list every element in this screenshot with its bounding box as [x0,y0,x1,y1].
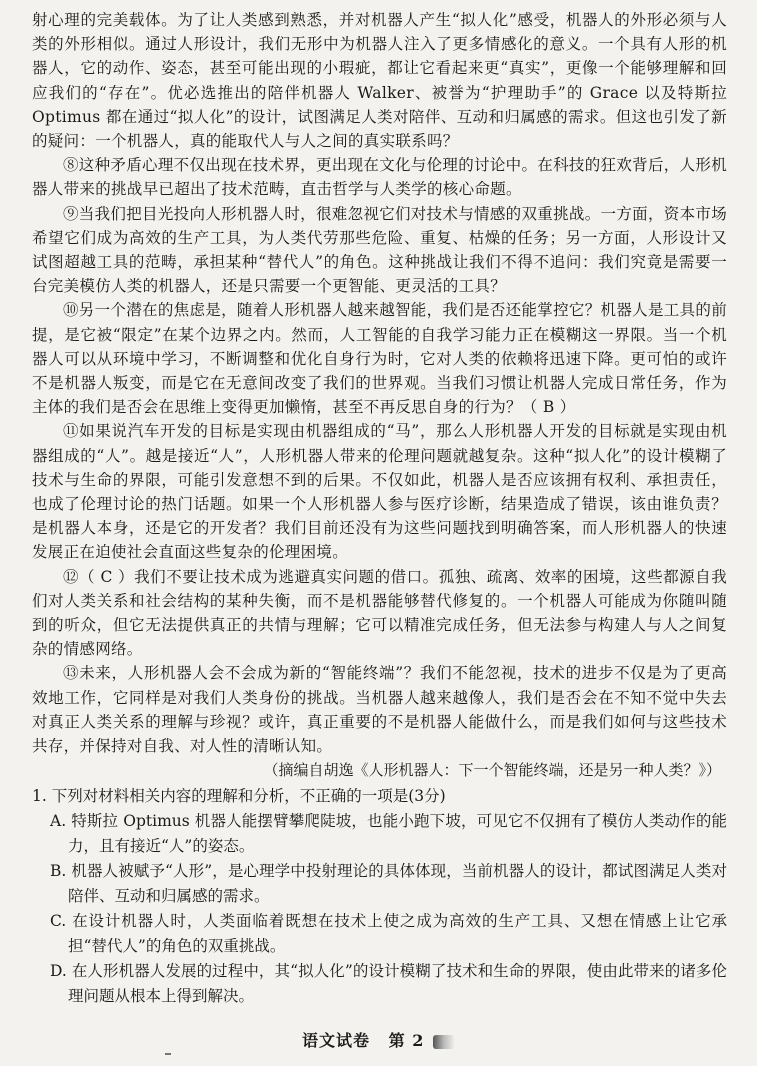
paragraph-12: ⑫（ C ）我们不要让技术成为逃避真实问题的借口。孤独、疏离、效率的困境，这些都源自我们对人类关系和社会结构的某种失衡，而不是机器能够替代修复的。一个机器人可能成为你随叫随到的听众，但它无法提供真正的共情与理解；它可以精准完成任务，但无法参与构建人与人之间复杂的情感网络。 [32,567,727,659]
source-citation: （摘编自胡逸《人形机器人：下一个智能终端，还是另一种人类？》） [263,761,721,780]
paragraph-continued: 射心理的完美载体。为了让人类感到熟悉，并对机器人产生“拟人化”感受，机器人的外形必须与人类的外形相似。通过人形设计，我们无形中为机器人注入了更多情感化的意义。一个具有人形的机器人，它的动作、姿态，甚至可能出现的小瑕疵，都让它看起来更“真实”，更像一个能够理解和回应我们的“存在”。优必选推出的陪伴机器人 Walker、被誉为“护理助手”的 Grace 以及特斯拉 Optimus 都在通过“拟人化”的设计，试图满足人类对陪伴、互动和归属感的需求。但这也引发了新的疑问：一个机器人，真的能取代人与人之间的真实联系吗？ [32,11,727,151]
option-d [32,959,727,1009]
option-a [32,809,727,859]
footer-page-number: 第 2 [388,1031,425,1050]
paragraph-9: ⑨当我们把目光投向人形机器人时，很难忽视它们对技术与情感的双重挑战。一方面，资本市场希望它们成为高效的生产工具，为人类代劳那些危险、重复、枯燥的任务；另一方面，人形设计又试图超越工具的范畴，承担某种“替代人”的角色。这种挑战让我们不得不追问：我们究竟是需要一台完美模仿人类的机器人，还是只需要一个更智能、更灵活的工具？ [32,204,727,296]
option-c [32,909,727,959]
redaction-mark [433,1035,455,1049]
paragraph-13: ⑬未来，人形机器人会不会成为新的“智能终端”？我们不能忽视，技术的进步不仅是为了更高效地工作，它同样是对我们人类身份的挑战。当机器人越来越像人，我们是否会在不知不觉中失去对真正人类关系的理解与珍视？或许，真正重要的不是机器人能做什么，而是我们如何与这些技术共存，并保持对自我、对人性的清晰认知。 [32,664,727,756]
option-label: D. [50,962,67,981]
option-label: A. [50,812,67,831]
option-text: 机器人被赋予“人形”，是心理学中投射理论的具体体现，当前机器人的设计，都试图满足人类对陪伴、互动和归属感的需求。 [68,862,727,906]
page-footer [0,1028,757,1051]
question-stem: 1. 下列对材料相关内容的理解和分析，不正确的一项是(3分) [32,787,446,806]
option-label: C. [50,912,67,931]
paragraph-8: ⑧这种矛盾心理不仅出现在技术界，更出现在文化与伦理的讨论中。在科技的狂欢背后，人形机器人带来的挑战早已超出了技术范畴，直击哲学与人类学的核心命题。 [32,156,727,199]
option-text: 在设计机器人时，人类面临着既想在技术上使之成为高效的生产工具、又想在情感上让它承担“替代人”的角色的双重挑战。 [68,912,727,956]
option-b [32,859,727,909]
footer-title: 语文试卷 [302,1031,371,1050]
paragraph-10: ⑩另一个潜在的焦虑是，随着人形机器人越来越智能，我们是否还能掌控它？机器人是工具的前提，是它被“限定”在某个边界之内。然而，人工智能的自我学习能力正在模糊这一界限。当一个机器人可以从环境中学习，不断调整和优化自身行为时，它对人类的依赖将迅速下降。更可怕的或许不是机器人叛变，而是它在无意间改变了我们的世界观。当我们习惯让机器人完成日常任务，作为主体的我们是否会在思维上变得更加懒惰，甚至不再反思自身的行为？（ B ） [32,301,727,417]
option-text: 在人形机器人发展的过程中，其“拟人化”的设计模糊了技术和生命的界限，使由此带来的诸多伦理问题从根本上得到解决。 [68,962,727,1006]
stray-mark [165,1053,171,1055]
paragraph-11: ⑪如果说汽车开发的目标是实现由机器组成的“马”，那么人形机器人开发的目标就是实现由机器组成的“人”。越是接近“人”，人形机器人带来的伦理问题就越复杂。这种“拟人化”的设计模糊了技术与生命的界限，可能引发意想不到的后果。不仅如此，机器人是否应该拥有权利、承担责任，也成了伦理讨论的热门话题。如果一个人形机器人参与医疗诊断，结果造成了错误，该由谁负责？是机器人本身，还是它的开发者？我们目前还没有为这些问题找到明确答案，而人形机器人的快速发展正在迫使社会直面这些复杂的伦理困境。 [32,422,727,562]
question-1 [32,784,727,1009]
option-label: B. [50,862,67,881]
option-text: 特斯拉 Optimus 机器人能摆臂攀爬陡坡，也能小跑下坡，可见它不仅拥有了模仿人类动作的能力，且有接近“人”的姿态。 [68,812,727,856]
